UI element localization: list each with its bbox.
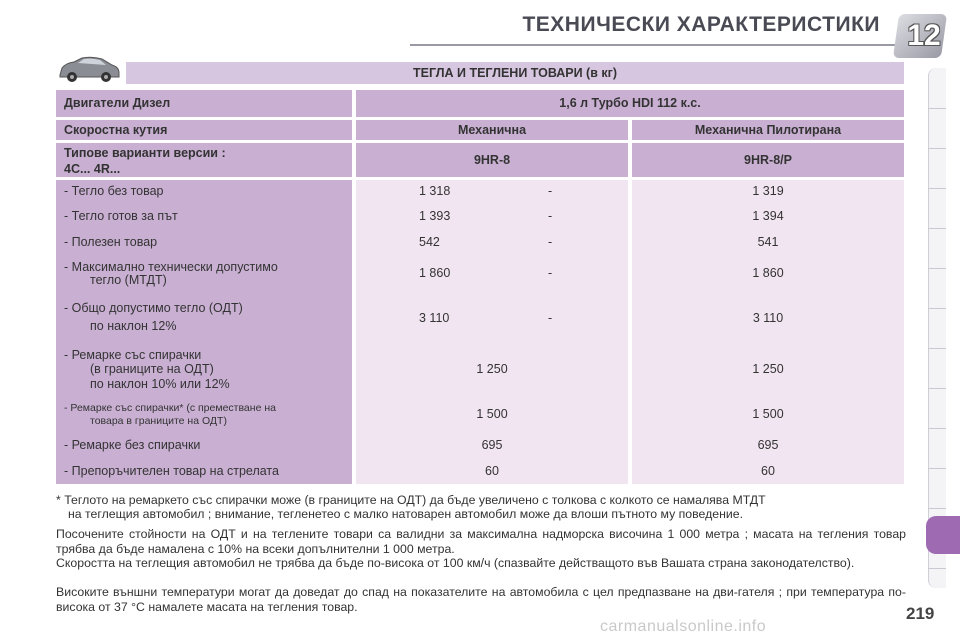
row-piloted: 1 394 (752, 209, 784, 223)
chapter-number: 12 (907, 19, 941, 52)
row-dash: - (548, 266, 553, 280)
tab-divider (928, 308, 946, 309)
tab-divider (928, 428, 946, 429)
gearbox-label: Скоростна кутия (64, 123, 168, 137)
table-title: ТЕГЛА И ТЕГЛЕНИ ТОВАРИ (в кг) (126, 62, 904, 84)
row-label: - Ремарке със спирачки (64, 348, 202, 362)
row-dash: - (548, 184, 553, 198)
engine-label: Двигатели Дизел (64, 96, 171, 110)
versions-codes: 4C... 4R... (64, 162, 121, 176)
row-piloted: 1 860 (752, 266, 784, 280)
version-manual: 9HR-8 (473, 153, 511, 167)
row-label: - Тегло без товар (64, 184, 164, 198)
page-number: 219 (906, 604, 935, 623)
tab-divider (928, 568, 946, 569)
note-temperature: Високите външни температури могат да доведат до спад на показателите на автомобила с цел предпазване на дви-гателя ; при температура по-висока от 37 °C намалете масата на тегления товар. (56, 585, 906, 614)
row-label: - Полезен товар (64, 235, 158, 249)
engine-value: 1,6 л Турбо HDI 112 к.с. (559, 96, 701, 110)
row-label-cont: тегло (МТДТ) (90, 273, 167, 287)
row-dash: - (548, 235, 553, 249)
row-piloted: 1 319 (752, 184, 784, 198)
row-piloted: 695 (757, 438, 779, 452)
row-label: - Тегло готов за път (64, 209, 178, 223)
row-label-cont: по наклон 12% (90, 319, 177, 333)
tab-divider (928, 468, 946, 469)
row-manual: 1 500 (476, 407, 508, 421)
tab-divider (928, 348, 946, 349)
row-label: - Общо допустимо тегло (ОДТ) (64, 301, 243, 315)
page-title: ТЕХНИЧЕСКИ ХАРАКТЕРИСТИКИ (522, 13, 880, 36)
gearbox-manual: Механична (457, 123, 527, 137)
tab-divider (928, 228, 946, 229)
row-manual: 60 (485, 464, 499, 478)
row-label-cont: товара в границите на ОДТ) (90, 415, 227, 427)
gearbox-piloted: Механична Пилотирана (694, 123, 842, 137)
footnote-cont: на теглещия автомобил ; внимание, тегленетео с малко натоварен автомобил може да влоши пътното му поведение. (68, 507, 744, 521)
row-label-cont: (в границите на ОДТ) (90, 362, 214, 376)
row-piloted: 3 110 (752, 311, 784, 325)
row-label: - Препоръчителен товар на стрелата (64, 464, 279, 478)
watermark: carmanualsonline.info (600, 618, 767, 635)
row-manual: 1 393 (419, 209, 451, 223)
versions-label: Типове варианти версии : (64, 146, 226, 160)
tab-divider (928, 108, 946, 109)
row-label: - Ремарке без спирачки (64, 438, 201, 452)
row-manual: 695 (481, 438, 503, 452)
row-label-cont: по наклон 10% или 12% (90, 377, 230, 391)
tab-divider (928, 268, 946, 269)
footnote: * Теглото на ремаркето със спирачки може (в границите на ОДТ) да бъде увеличено с толкова с колкото се намалява МТДТ (56, 493, 766, 507)
row-piloted: 541 (757, 235, 779, 249)
row-label: - Максимално технически допустимо (64, 260, 278, 274)
row-piloted: 1 250 (752, 362, 784, 376)
row-dash: - (548, 209, 553, 223)
row-piloted: 1 500 (752, 407, 784, 421)
tab-divider (928, 148, 946, 149)
row-manual: 1 860 (419, 266, 451, 280)
row-manual: 1 250 (476, 362, 508, 376)
car-icon (56, 55, 122, 85)
row-manual: 542 (419, 235, 440, 249)
note-altitude: Посочените стойности на ОДТ и на тегленитe товари са валидни за максимална надморска височина 1 000 метра ; масата на тегления товар трябва да бъде намалена с 10% на всеки допълнителни 1 000 метра. (56, 527, 906, 556)
chapter-tab-strip (928, 68, 946, 588)
version-piloted: 9HR-8/P (744, 153, 792, 167)
tab-divider (928, 388, 946, 389)
row-label: - Ремарке със спирачки* (с преместване на (64, 402, 276, 414)
row-manual: 3 110 (419, 311, 450, 325)
chapter-tab-active[interactable] (926, 516, 960, 554)
row-dash: - (548, 311, 553, 325)
tab-divider (928, 188, 946, 189)
tab-divider (928, 508, 946, 509)
note-speed: Скоростта на теглещия автомобил не трябва да бъде по-висока от 100 км/ч (спазвайте действащото във Вашата страна законодателство). (56, 556, 855, 570)
row-piloted: 60 (761, 464, 775, 478)
row-manual: 1 318 (419, 184, 451, 198)
